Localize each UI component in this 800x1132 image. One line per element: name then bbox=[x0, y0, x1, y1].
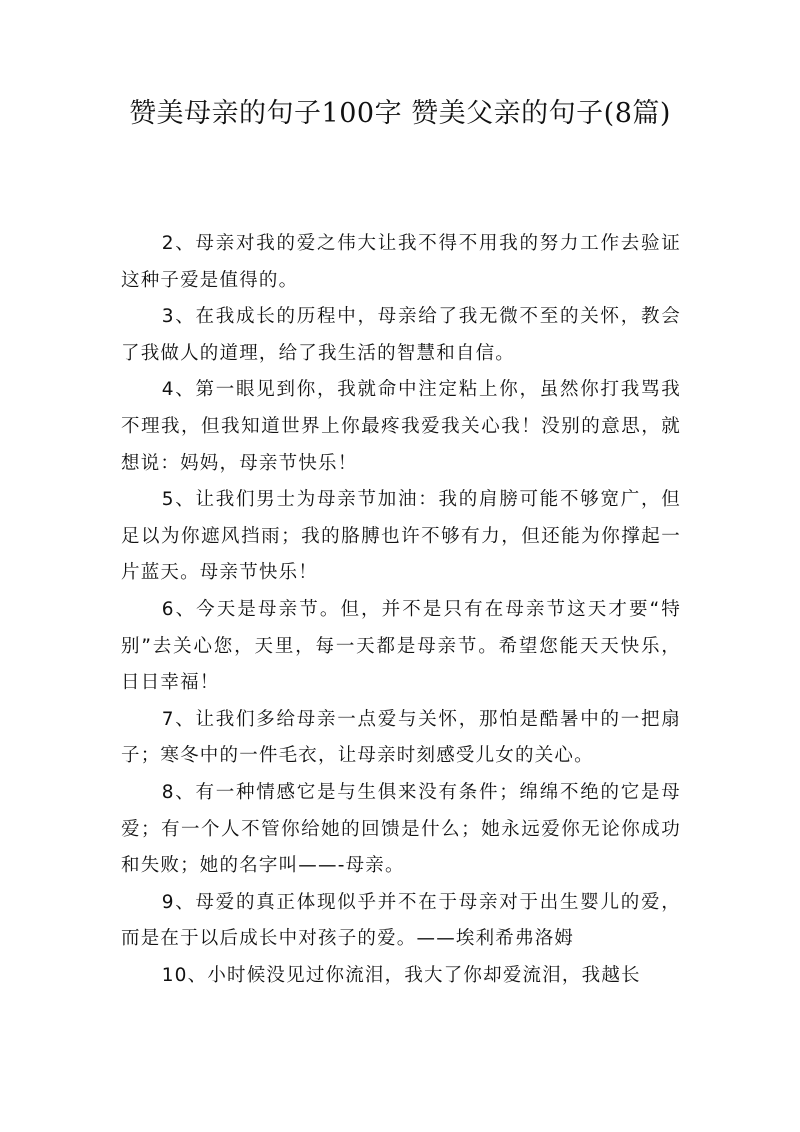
paragraph-4: 4、第一眼见到你，我就命中注定粘上你，虽然你打我骂我不理我，但我知道世界上你最疼我爱我关心我！没别的意思，就想说：妈妈，母亲节快乐！ bbox=[121, 379, 681, 474]
paragraph-3: 3、在我成长的历程中，母亲给了我无微不至的关怀，教会了我做人的道理，给了我生活的智慧和自信。 bbox=[121, 306, 681, 364]
document-body bbox=[121, 226, 681, 994]
paragraph-6: 6、今天是母亲节。但，并不是只有在母亲节这天才要“特别”去关心您，天里，每一天都是母亲节。希望您能天天快乐，日日幸福！ bbox=[121, 598, 681, 694]
paragraph-9: 9、母爱的真正体现似乎并不在于母亲对于出生婴儿的爱，而是在于以后成长中对孩子的爱。——埃利希弗洛姆 bbox=[121, 891, 681, 950]
document-title: 赞美母亲的句子100字 赞美父亲的句子(8篇) bbox=[129, 98, 671, 129]
paragraph-10: 10、小时候没见过你流泪，我大了你却爱流泪，我越长 bbox=[161, 964, 641, 986]
paragraph-7: 7、让我们多给母亲一点爱与关怀，那怕是酷暑中的一把扇子；寒冬中的一件毛衣，让母亲时刻感受儿女的关心。 bbox=[121, 708, 681, 767]
paragraph-8: 8、有一种情感它是与生俱来没有条件；绵绵不绝的它是母爱；有一个人不管你给她的回馈是什么；她永远爱你无论你成功和失败；她的名字叫——-母亲。 bbox=[121, 781, 681, 877]
paragraph-2: 2、母亲对我的爱之伟大让我不得不用我的努力工作去验证这种子爱是值得的。 bbox=[121, 233, 681, 291]
paragraph-5: 5、让我们男士为母亲节加油：我的肩膀可能不够宽广，但足以为你遮风挡雨；我的胳膊也许不够有力，但还能为你撑起一片蓝天。母亲节快乐！ bbox=[121, 489, 681, 584]
